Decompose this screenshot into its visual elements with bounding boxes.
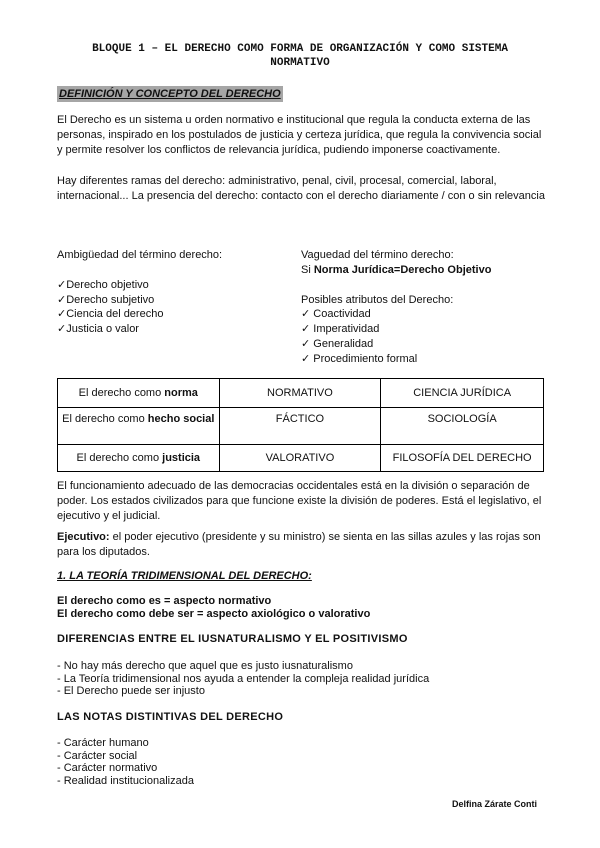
atributo-item: ✓ Procedimiento formal — [301, 352, 418, 365]
ambiguedad-item: ✓Derecho subjetivo — [57, 293, 155, 306]
derecho-es-line: El derecho como es = aspecto normativo — [57, 595, 272, 607]
paragraph-division-poderes: El funcionamiento adecuado de las democracias occidentales está en la división o separación de poder. Los estados civilizados para que funcione existe la división de poderes. Está el legislativo, el ejecutivo y el judicial. — [57, 480, 542, 522]
ambiguedad-item: ✓Justicia o valor — [57, 323, 139, 336]
paragraph-ejecutivo — [57, 530, 547, 560]
ambiguedad-column — [57, 248, 222, 337]
diferencias-list — [57, 660, 429, 698]
table-row — [58, 408, 544, 445]
table-cell: El derecho como justicia — [58, 445, 220, 472]
vaguedad-prefix: Si — [301, 263, 314, 276]
paragraph-ramas: Hay diferentes ramas del derecho: administrativo, penal, civil, procesal, comercial, laboral, internacional... La presencia del derecho: contacto con el derecho diariamente / con o sin relevancia — [57, 175, 545, 202]
ejecutivo-text: el poder ejecutivo (presidente y su ministro) se sienta en las sillas azules y las rojas son para los diputados. — [57, 531, 541, 558]
list-item: - Realidad institucionalizada — [57, 774, 194, 787]
list-item: - El Derecho puede ser injusto — [57, 685, 205, 697]
derecho-table — [57, 378, 544, 472]
table-cell: FÁCTICO — [219, 408, 381, 445]
ambiguedad-item: ✓Ciencia del derecho — [57, 308, 164, 321]
table-cell: El derecho como hecho social — [58, 408, 220, 445]
atributo-item: ✓ Generalidad — [301, 337, 374, 350]
derecho-debe-ser-line: El derecho como debe ser = aspecto axiológico o valorativo — [57, 608, 371, 620]
table-cell: VALORATIVO — [219, 445, 381, 472]
ejecutivo-label: Ejecutivo: — [57, 531, 110, 543]
list-item: - La Teoría tridimensional nos ayuda a entender la compleja realidad jurídica — [57, 672, 430, 685]
notas-heading: LAS NOTAS DISTINTIVAS DEL DERECHO — [57, 711, 284, 723]
list-item: - Carácter normativo — [57, 762, 158, 774]
table-row — [58, 379, 544, 408]
vaguedad-line — [301, 263, 491, 278]
ambiguedad-title: Ambigüedad del término derecho: — [57, 249, 223, 261]
document-title: BLOQUE 1 – EL DERECHO COMO FORMA DE ORGANIZACIÓN Y COMO SISTEMA NORMATIVO — [92, 43, 508, 69]
vaguedad-title: Vaguedad del término derecho: — [301, 249, 454, 261]
vaguedad-bold: Norma Jurídica=Derecho Objetivo — [313, 263, 492, 276]
table-cell: El derecho como norma — [58, 379, 220, 408]
ambiguedad-item: ✓Derecho objetivo — [57, 278, 149, 291]
atributos-title: Posibles atributos del Derecho: — [301, 293, 454, 306]
diferencias-heading: DIFERENCIAS ENTRE EL IUSNATURALISMO Y EL POSITIVISMO — [57, 633, 408, 645]
notas-list — [57, 737, 194, 787]
list-item: - Carácter humano — [57, 737, 149, 749]
list-item: - Carácter social — [57, 749, 138, 762]
section-heading-tridimensional: 1. LA TEORÍA TRIDIMENSIONAL DEL DERECHO: — [57, 570, 312, 582]
vaguedad-column — [301, 248, 491, 367]
atributo-item: ✓ Coactividad — [301, 308, 371, 321]
atributo-item: ✓ Imperatividad — [301, 323, 380, 336]
table-row — [58, 445, 544, 472]
table-cell: NORMATIVO — [219, 379, 381, 408]
section-heading-definicion: DEFINICIÓN Y CONCEPTO DEL DERECHO — [59, 88, 281, 100]
table-cell: SOCIOLOGÍA — [381, 408, 544, 445]
list-item: - No hay más derecho que aquel que es justo iusnaturalismo — [57, 660, 353, 672]
table-cell: CIENCIA JURÍDICA — [381, 379, 544, 408]
paragraph-definicion: El Derecho es un sistema u orden normativo e institucional que regula la conducta externa de las personas, inspirado en los postulados de justicia y certeza jurídica, que regula la convivencia social y permite resolver los conflictos de relevancia jurídica, pudiendo imponerse coactivamente. — [57, 114, 542, 156]
author-name: Delfina Zárate Conti — [452, 799, 538, 809]
table-cell: FILOSOFÍA DEL DERECHO — [381, 445, 544, 472]
